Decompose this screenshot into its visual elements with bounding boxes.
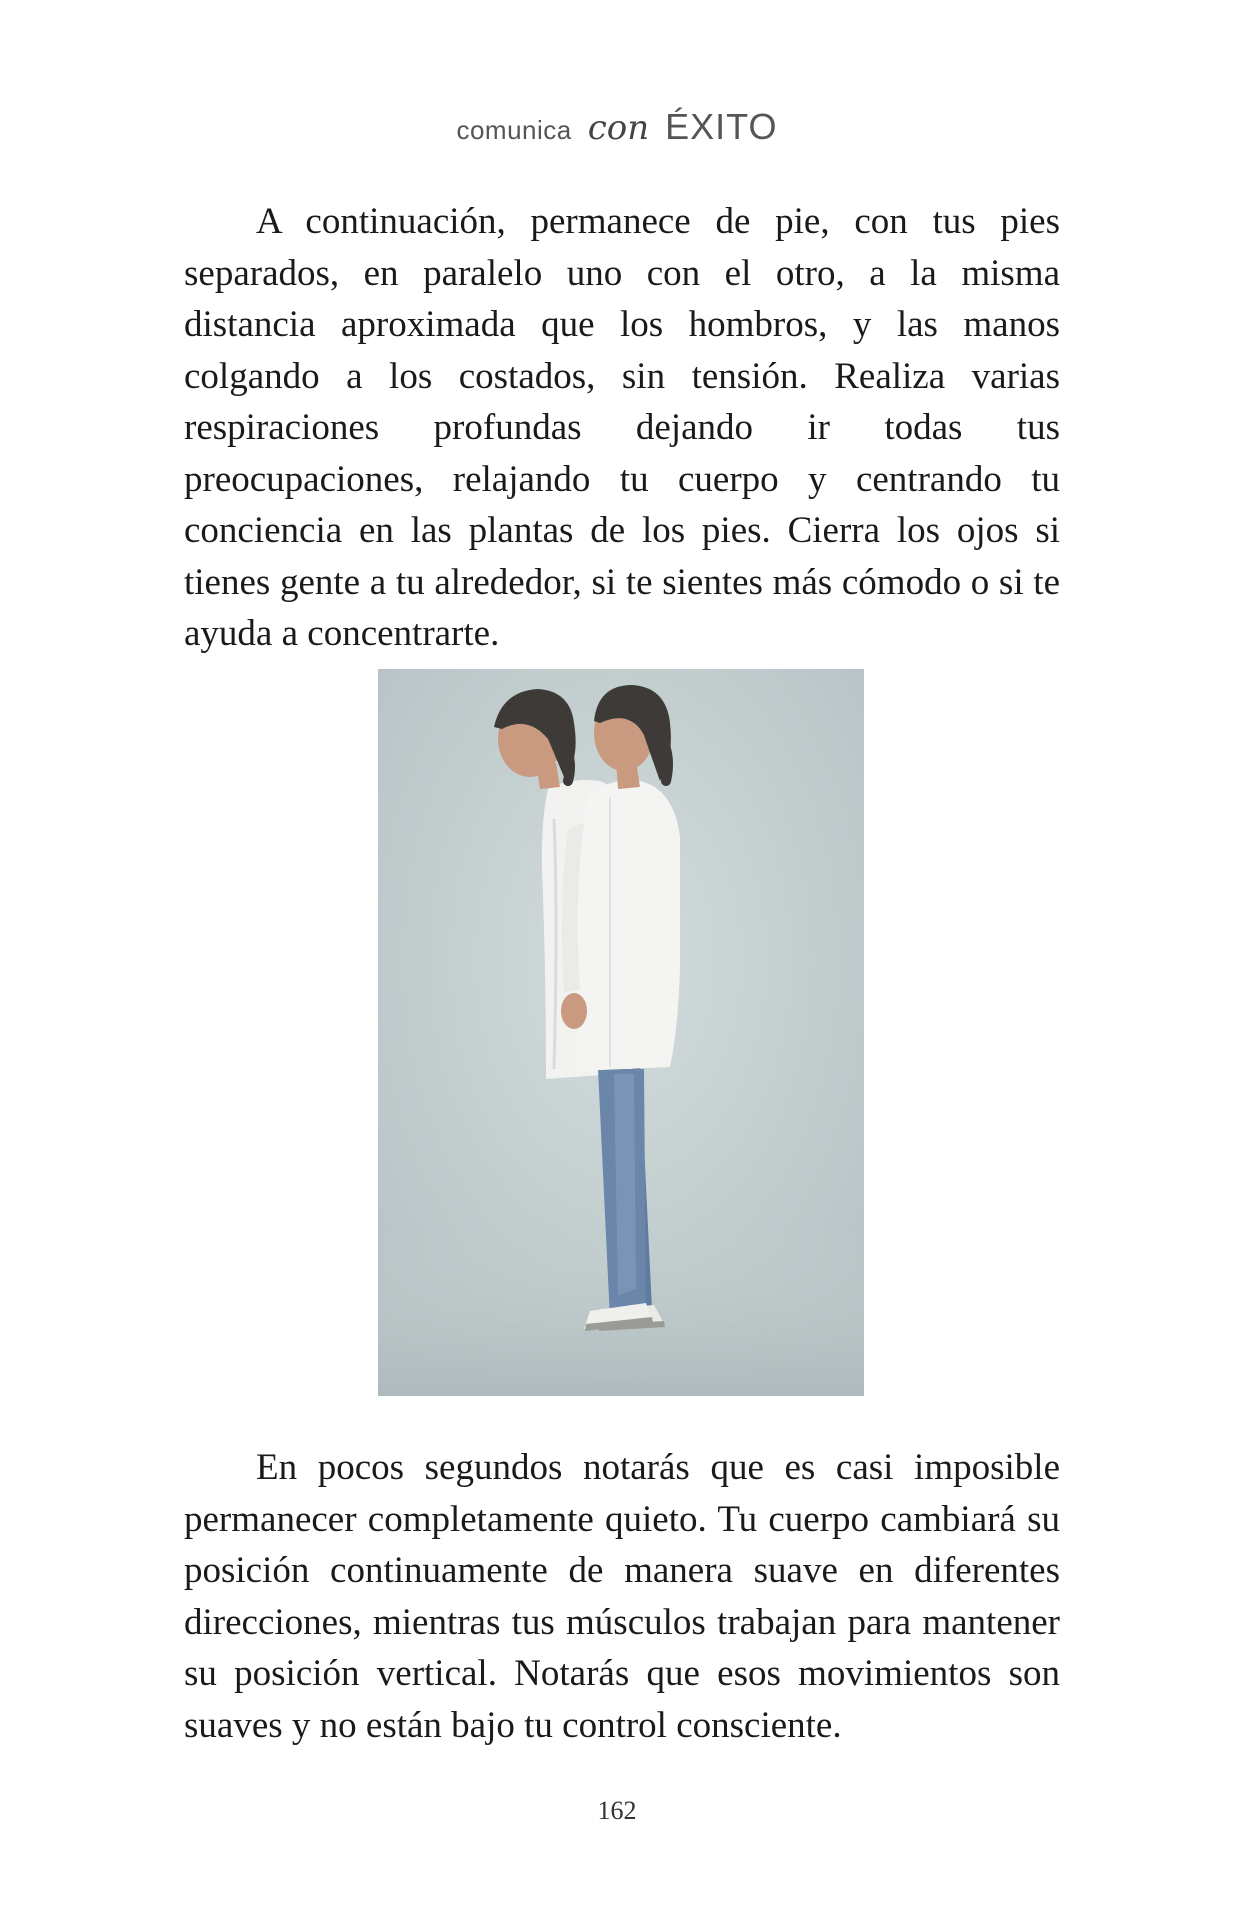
paragraph-observation	[184, 1442, 1060, 1751]
running-header-script: con	[587, 108, 650, 148]
paragraph-observation-text: En pocos segundos notarás que es casi imposible permanecer completamente quieto. Tu cuerpo cambiará su posición continuamente de manera suave en diferentes direcciones, mientras tus músculos trabajan para mantener su posición vertical. Notarás que esos movimientos son suaves y no están bajo tu control consciente.	[184, 1447, 1060, 1746]
running-header-right: ÉXITO	[665, 106, 778, 147]
photo-standing-posture	[378, 669, 864, 1396]
running-header	[0, 106, 1234, 148]
page-number: 162	[597, 1796, 637, 1825]
paragraph-intro	[184, 196, 1060, 660]
paragraph-intro-text: A continuación, permanece de pie, con tus pies separados, en paralelo uno con el otro, a la misma distancia aproximada que los hombros, y las manos colgando a los costados, sin tensión. Realiza varias respiraciones profundas dejando ir todas tus preocupaciones, relajando tu cuerpo y centrando tu conciencia en las plantas de los pies. Cierra los ojos si tienes gente a tu alrededor, si te sientes más cómodo o si te ayuda a concentrarte.	[184, 201, 1060, 654]
running-header-left: comunica	[456, 115, 572, 145]
photo-illustration	[378, 669, 864, 1396]
